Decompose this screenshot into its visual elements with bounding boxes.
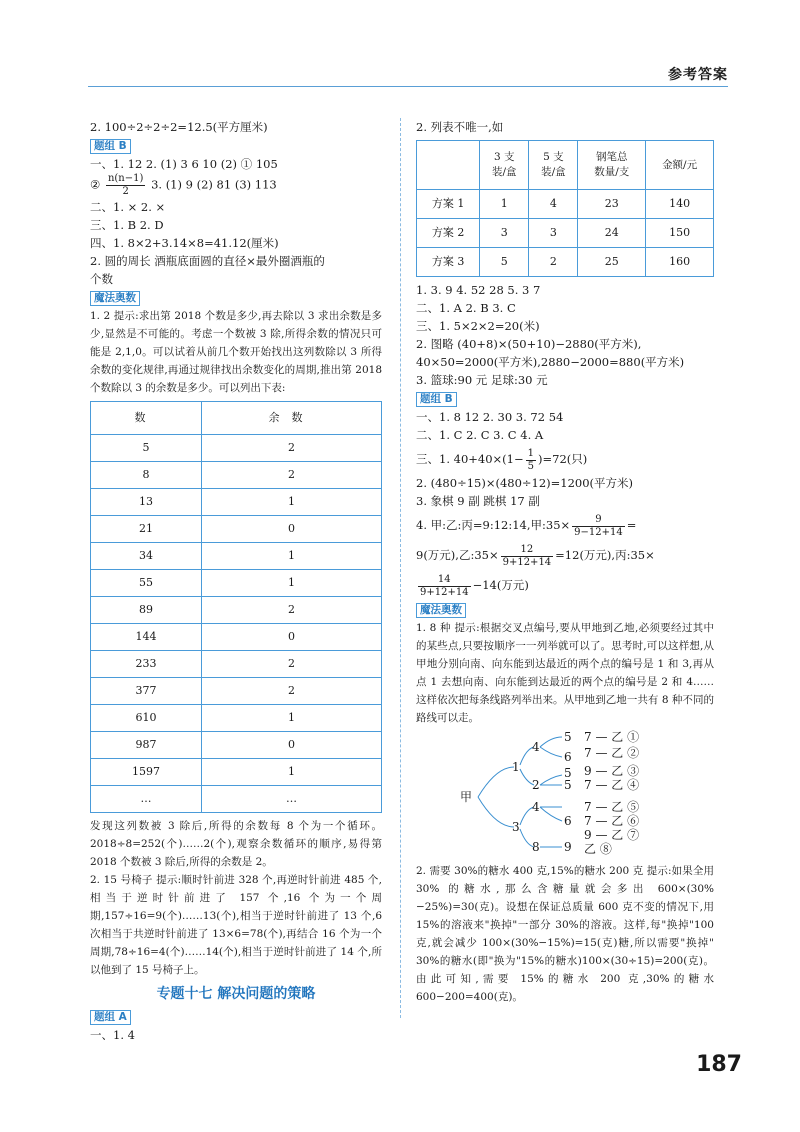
answer-line-fraction [416, 510, 714, 540]
route-paragraph: 1. 8 种 提示:根据交叉点编号,要从甲地到乙地,必须要经过其中的某些点,只要按顺序一一列举就可以了。思考时,可以这样想,从甲地分别向南、向东能到达最近的两个点的编号是 1 和 3,再从点 1 去想向南、向东能到达最近的两个点的编号是 2 和 4……这样依次把每条线路列举出来。从甲地到乙地一共有 8 种不同的路线可以走。 [416, 622, 714, 724]
table-header: 金额/元 [646, 141, 714, 190]
tree-leaf: 7 — 乙 ⑤ [584, 800, 640, 814]
table-header: 钢笔总 数量/支 [578, 141, 646, 190]
answer-line: 三、1. 5×2×2=20(米) [416, 319, 540, 333]
group-tag: 题组 B [416, 392, 457, 407]
table-cell: 5 [480, 248, 529, 277]
table-cell: 方案 1 [417, 190, 480, 219]
fraction [501, 544, 554, 569]
tree-node: 9 [564, 840, 572, 854]
answer-text: 4. 甲:乙:丙=9:12:14,甲:35× [416, 518, 571, 532]
tree-node: 4 [532, 800, 540, 814]
denominator: 9+12+14 [502, 556, 552, 568]
table-cell: 150 [646, 219, 714, 248]
table-row [91, 651, 382, 678]
table-row [91, 489, 382, 516]
numerator: 14 [418, 574, 471, 587]
table-row [417, 248, 714, 277]
fraction [572, 514, 625, 539]
table-cell: 144 [91, 624, 202, 651]
answer-line: 3. 象棋 9 副 跳棋 17 副 [416, 494, 540, 508]
table-cell: 13 [91, 489, 202, 516]
table-cell: 0 [202, 732, 382, 759]
tree-root: 甲 [460, 790, 473, 804]
tree-leaf: 7 — 乙 ② [584, 746, 640, 760]
answer-line: 一、1. 4 [90, 1028, 135, 1042]
answer-text: −14(万元) [472, 578, 529, 592]
section-title: 专题十七 解决问题的策略 [156, 986, 316, 1002]
tree-node: 5 [564, 766, 572, 780]
answer-text: 3. (1) 9 (2) 81 (3) 113 [151, 177, 277, 192]
table-cell: 377 [91, 678, 202, 705]
table-cell: … [202, 786, 382, 813]
answer-text: (1− [502, 452, 524, 466]
denominator: 9−12+14 [574, 526, 623, 538]
answer-line: 2. 100÷2÷2÷2=12.5(平方厘米) [90, 120, 268, 134]
table-cell: 3 [480, 219, 529, 248]
fraction [526, 448, 536, 473]
table-row [417, 190, 714, 219]
remainder-table [90, 401, 382, 813]
group-tag: 题组 B [90, 139, 131, 154]
fraction [418, 574, 471, 599]
answer-text: = [626, 518, 637, 532]
table-cell: … [91, 786, 202, 813]
tree-leaf: 7 — 乙 ① [584, 730, 640, 744]
right-column [416, 118, 714, 1006]
numerator: 9 [572, 514, 625, 527]
answer-line: 个数 [90, 272, 113, 286]
left-column [90, 118, 382, 1044]
table-cell: 987 [91, 732, 202, 759]
table-cell: 1 [202, 705, 382, 732]
table-cell: 1 [202, 543, 382, 570]
table-cell: 25 [578, 248, 646, 277]
answer-text: =12(万元),丙:35× [555, 548, 655, 562]
table-cell: 2 [529, 248, 578, 277]
tree-node: 2 [532, 778, 540, 792]
answer-line: 二、1. A 2. B 3. C [416, 301, 516, 315]
header-title: 参考答案 [668, 67, 728, 83]
answer-line: 2. 圆的周长 酒瓶底面圆的直径×最外圈酒瓶的 [90, 254, 325, 268]
table-row [91, 678, 382, 705]
tree-node: 8 [532, 840, 540, 854]
table-row [91, 435, 382, 462]
table-cell: 21 [91, 516, 202, 543]
table-cell: 24 [578, 219, 646, 248]
table-cell: 8 [91, 462, 202, 489]
tree-leaf: 乙 ⑧ [584, 842, 612, 856]
table-header: 3 支 装/盒 [480, 141, 529, 190]
table-row [91, 624, 382, 651]
answer-line: 40×50=2000(平方米),2880−2000=880(平方米) [416, 355, 685, 369]
table-row [91, 570, 382, 597]
table-cell: 1 [202, 570, 382, 597]
table-cell: 3 [529, 219, 578, 248]
table-cell: 1 [202, 759, 382, 786]
table-row [417, 219, 714, 248]
magic-tag: 魔法奥数 [416, 603, 466, 618]
table-row [91, 759, 382, 786]
answer-line: 一、1. 12 2. (1) 3 6 10 (2) ① 105 [90, 157, 278, 171]
answer-text: 三、1. 40+40× [416, 452, 503, 466]
numerator: n(n−1) [107, 173, 144, 184]
table-cell: 2 [202, 462, 382, 489]
fraction [106, 173, 145, 198]
table-cell: 0 [202, 624, 382, 651]
answer-line: 1. 3. 9 4. 52 28 5. 3 7 [416, 283, 541, 297]
answer-line-fraction [416, 540, 714, 570]
table-cell: 1597 [91, 759, 202, 786]
table-header [417, 141, 480, 190]
table-row [91, 462, 382, 489]
answer-line: 一、1. 8 12 2. 30 3. 72 54 [416, 410, 564, 424]
table-cell: 4 [529, 190, 578, 219]
table-cell: 1 [202, 489, 382, 516]
table-cell: 2 [202, 678, 382, 705]
table-cell: 23 [578, 190, 646, 219]
table-cell: 0 [202, 516, 382, 543]
magic-tag: 魔法奥数 [90, 291, 140, 306]
table-cell: 2 [202, 435, 382, 462]
tree-leaf: 9 — 乙 ③ [584, 764, 640, 778]
answer-line-fraction [416, 444, 714, 474]
answer-line: 二、1. × 2. × [90, 200, 166, 214]
answer-text: )=72(只) [538, 452, 588, 466]
hint-paragraph: 1. 2 提示:求出第 2018 个数是多少,再去除以 3 求出余数是多少,显然是不可能的。考虑一个数被 3 除,所得余数的情况只可能是 2,1,0。可以试着从前几个数开始找出这列数除以 3 所得余数的变化规律,再通过规律找出余数变化的周期,推出第 2018 个数除以 3 的余数是多少。可以列出下表: [90, 310, 382, 394]
answer-line: 二、1. C 2. C 3. C 4. A [416, 428, 544, 442]
table-header: 5 支 装/盒 [529, 141, 578, 190]
table-cell: 5 [91, 435, 202, 462]
tree-leaf: 7 — 乙 ⑥ [584, 814, 640, 828]
table-cell: 610 [91, 705, 202, 732]
answer-text: 9(万元),乙:35× [416, 548, 499, 562]
chair-paragraph: 2. 15 号椅子 提示:顺时针前进 328 个,再逆时针前进 485 个,相当于逆时针前进了 157 个,16 个为一个周期,157÷16=9(个)……13(个),相当于逆时针前进了 13 个,6 次相当于共逆时针前进了 13×6=78(个),再结合 16 个为一个周期,78÷16=4(个)……14(个),相当于逆时针前进了 14 个,所以他到了 15 号椅子上。 [90, 874, 382, 976]
answer-line: 2. (480÷15)×(480÷12)=1200(平方米) [416, 476, 634, 490]
tree-leaf: 7 — 乙 ④ [584, 778, 640, 792]
page-number: 187 [696, 1052, 742, 1077]
table-header: 数 [91, 402, 202, 435]
table-cell: 方案 2 [417, 219, 480, 248]
answer-line: 2. 列表不唯一,如 [416, 120, 504, 134]
answer-line: 四、1. 8×2+3.14×8=41.12(厘米) [90, 236, 279, 250]
plan-table [416, 140, 714, 277]
tree-leaf: 9 — 乙 ⑦ [584, 828, 640, 842]
table-cell: 233 [91, 651, 202, 678]
table-cell: 55 [91, 570, 202, 597]
table-cell: 160 [646, 248, 714, 277]
table-cell: 1 [480, 190, 529, 219]
table-row [91, 597, 382, 624]
table-cell: 89 [91, 597, 202, 624]
tree-node: 5 [564, 778, 572, 792]
table-cell: 方案 3 [417, 248, 480, 277]
answer-line-fraction [416, 570, 714, 600]
denominator: 2 [122, 186, 129, 197]
table-cell: 34 [91, 543, 202, 570]
header-rule [88, 86, 728, 87]
tree-node: 6 [564, 814, 572, 828]
tree-node: 5 [564, 730, 572, 744]
table-cell: 2 [202, 651, 382, 678]
denominator: 9+12+14 [420, 586, 469, 598]
table-row [91, 786, 382, 813]
answer-line: 2. 图略 (40+8)×(50+10)−2880(平方米), [416, 337, 642, 351]
table-cell: 2 [202, 597, 382, 624]
answer-line-fraction [90, 173, 382, 198]
answer-line: 三、1. B 2. D [90, 218, 164, 232]
table-row [91, 732, 382, 759]
circled-marker: ② [90, 177, 101, 192]
conclusion-paragraph: 发现这列数被 3 除后,所得的余数每 8 个为一个循环。2018÷8=252(个)……2(个),观察余数循环的顺序,易得第 2018 个数被 3 除后,所得的余数是 2。 [90, 820, 382, 868]
group-tag: 题组 A [90, 1010, 131, 1025]
column-divider [400, 118, 401, 1018]
answer-line: 3. 篮球:90 元 足球:30 元 [416, 373, 548, 387]
tree-node: 3 [512, 820, 520, 834]
numerator: 12 [501, 544, 554, 557]
denominator: 5 [527, 460, 534, 472]
tree-node: 4 [532, 740, 540, 754]
table-cell: 140 [646, 190, 714, 219]
sugar-paragraph: 2. 需要 30%的糖水 400 克,15%的糖水 200 克 提示:如果全用 30% 的糖水,那么含糖量就会多出 600×(30%−25%)=30(克)。设想在保证总质量 600 克不变的情况下,用 15%的溶液来"换掉"一部分 30%的溶液。这样,每"换掉"100 克,就会减少 100×(30%−15%)=15(克)糖,所以需要"换掉" 30%的糖水(即"换为"15%的糖水)100×(30÷15)=200(克)。由此可知,需要 15%的糖水 200 克,30%的糖水 600−200=400(克)。 [416, 865, 714, 1003]
tree-node: 6 [564, 750, 572, 764]
table-row [91, 543, 382, 570]
table-header: 余数 [202, 402, 382, 435]
tree-node: 1 [512, 760, 520, 774]
table-row [91, 516, 382, 543]
table-row [91, 705, 382, 732]
route-tree-diagram [416, 727, 714, 857]
numerator: 1 [527, 447, 534, 459]
